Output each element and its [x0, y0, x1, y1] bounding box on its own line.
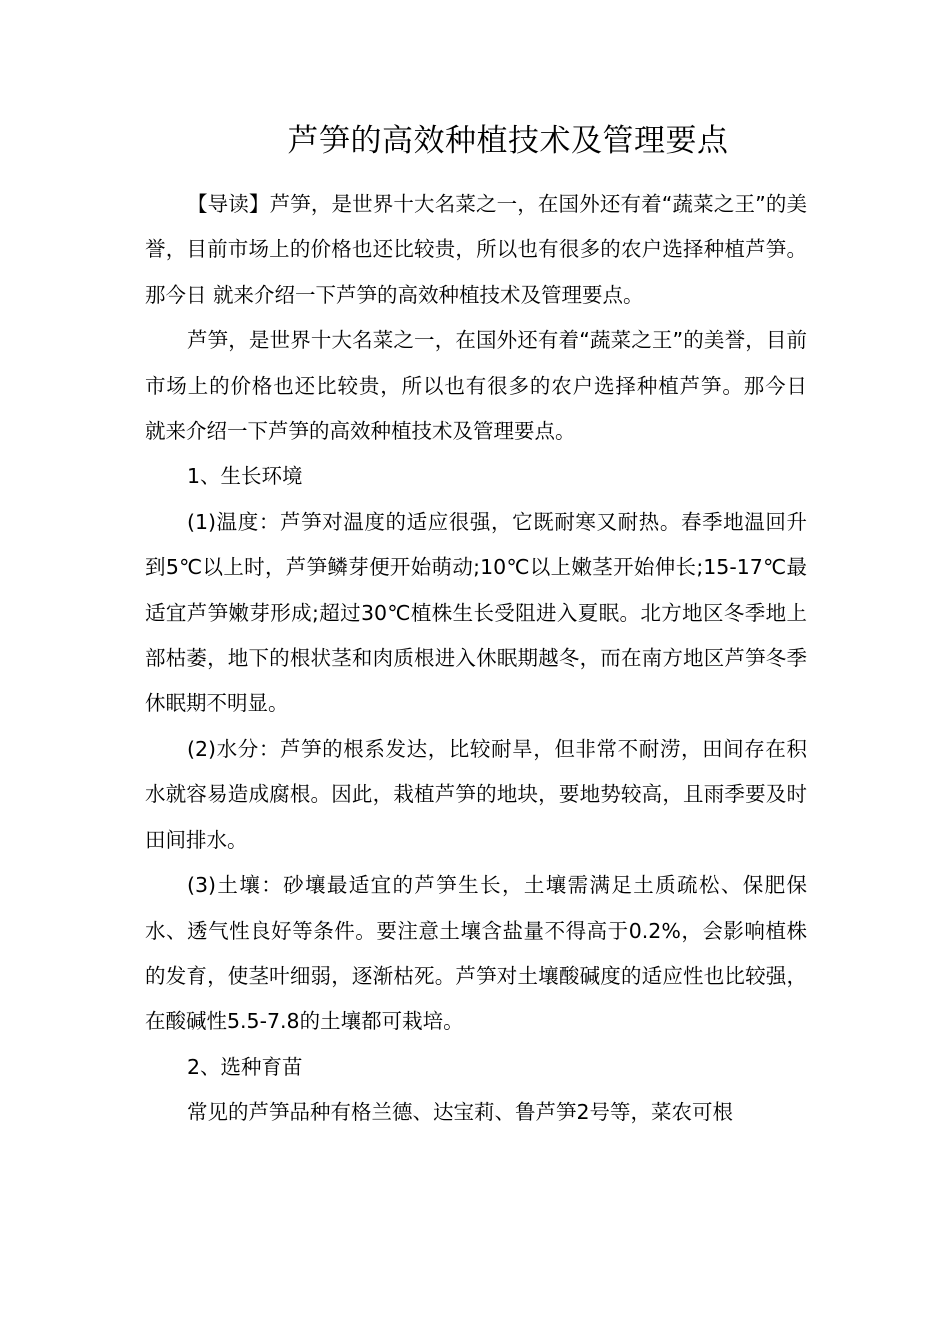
document-title: 芦笋的高效种植技术及管理要点 [287, 123, 729, 159]
soil-paragraph: (3)土壤：砂壤最适宜的芦笋生长，土壤需满足土质疏松、保肥保水、透气性良好等条件。要注意土壤含盐量不得高于0.2%，会影响植株的发育，使茎叶细弱，逐渐枯死。芦笋对土壤酸碱度的适应性也比较强，在酸碱性5.5-7.8的土壤都可栽培。 [145, 873, 807, 1034]
document-body [145, 182, 807, 1136]
varieties-paragraph: 常见的芦笋品种有格兰德、达宝莉、鲁芦笋2号等，菜农可根 [187, 1100, 734, 1125]
water-paragraph: (2)水分：芦笋的根系发达，比较耐旱，但非常不耐涝，田间存在积水就容易造成腐根。因此，栽植芦笋的地块，要地势较高，且雨季要及时田间排水。 [145, 736, 807, 852]
temperature-paragraph: (1)温度：芦笋对温度的适应很强，它既耐寒又耐热。春季地温回升到5℃以上时，芦笋鳞芽便开始萌动;10℃以上嫩茎开始伸长;15-17℃最适宜芦笋嫩芽形成;超过30℃植株生长受阻进入夏眠。北方地区冬季地上部枯萎，地下的根状茎和肉质根进入休眠期越冬，而在南方地区芦笋冬季休眠期不明显。 [145, 509, 807, 716]
section-heading-seed-selection: 2、选种育苗 [187, 1054, 303, 1079]
section-heading-growth-environment: 1、生长环境 [187, 464, 303, 489]
summary-paragraph: 芦笋，是世界十大名菜之一，在国外还有着“蔬菜之王”的美誉，目前市场上的价格也还比较贵，所以也有很多的农户选择种植芦笋。那今日 就来介绍一下芦笋的高效种植技术及管理要点。 [145, 328, 807, 444]
intro-paragraph: 【导读】芦笋，是世界十大名菜之一，在国外还有着“蔬菜之王”的美誉，目前市场上的价格也还比较贵，所以也有很多的农户选择种植芦笋。那今日 就来介绍一下芦笋的高效种植技术及管理要点。 [145, 192, 807, 307]
